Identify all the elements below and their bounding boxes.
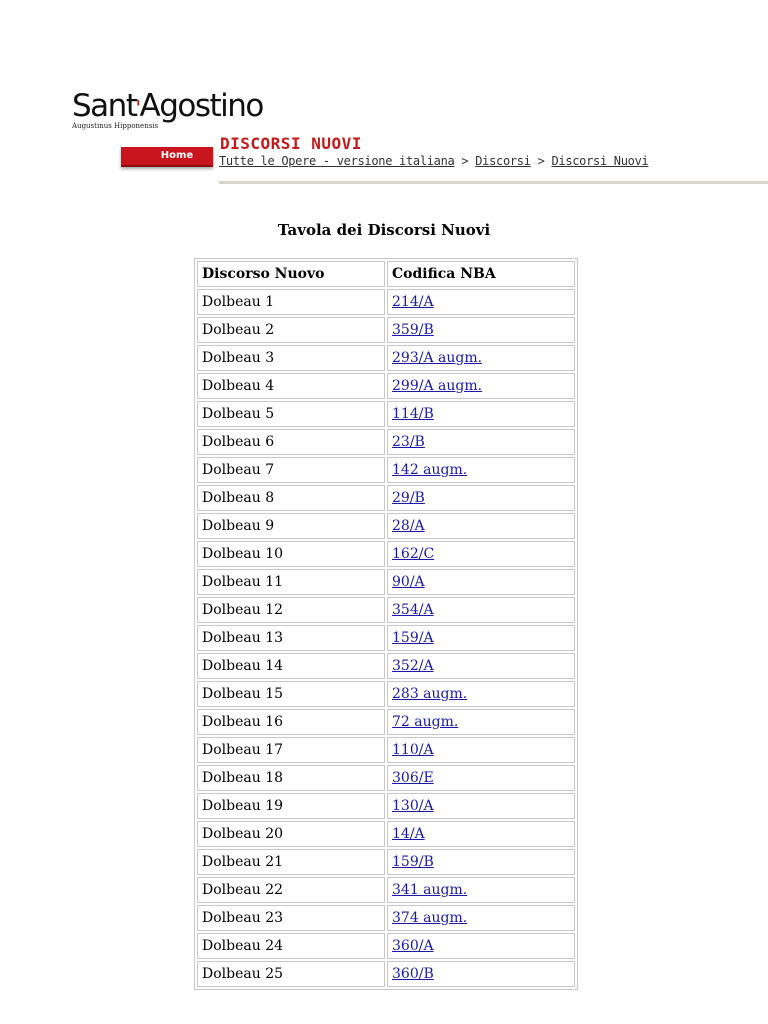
site-logo[interactable]: [72, 88, 263, 130]
codifica-cell: [387, 653, 575, 679]
codifica-cell: [387, 905, 575, 931]
discorso-cell: Dolbeau 12: [197, 597, 385, 623]
codifica-link[interactable]: 283 augm.: [392, 686, 468, 702]
discorso-cell: Dolbeau 1: [197, 289, 385, 315]
discorso-cell: Dolbeau 11: [197, 569, 385, 595]
codifica-link[interactable]: 159/B: [392, 854, 434, 870]
codifica-link[interactable]: 352/A: [392, 658, 434, 674]
table-row: [197, 625, 575, 651]
table-row: [197, 345, 575, 371]
codifica-link[interactable]: 293/A augm.: [392, 350, 483, 366]
codifica-cell: [387, 373, 575, 399]
discorso-cell: Dolbeau 8: [197, 485, 385, 511]
codifica-link[interactable]: 374 augm.: [392, 910, 468, 926]
codifica-cell: [387, 485, 575, 511]
discorso-cell: Dolbeau 14: [197, 653, 385, 679]
table-row: [197, 289, 575, 315]
column-header-codifica: Codifica NBA: [387, 261, 575, 287]
codifica-link[interactable]: 214/A: [392, 294, 434, 310]
codifica-cell: [387, 289, 575, 315]
codifica-cell: [387, 737, 575, 763]
table-row: [197, 681, 575, 707]
codifica-link[interactable]: 162/C: [392, 546, 435, 562]
table-row: [197, 821, 575, 847]
discorso-cell: Dolbeau 2: [197, 317, 385, 343]
sermons-table: [194, 258, 578, 990]
discorso-cell: Dolbeau 6: [197, 429, 385, 455]
codifica-cell: [387, 961, 575, 987]
codifica-cell: [387, 849, 575, 875]
discorso-cell: Dolbeau 15: [197, 681, 385, 707]
discorso-cell: Dolbeau 17: [197, 737, 385, 763]
discorso-cell: Dolbeau 22: [197, 877, 385, 903]
sermons-table-container: [194, 258, 578, 990]
discorso-cell: Dolbeau 18: [197, 765, 385, 791]
codifica-cell: [387, 429, 575, 455]
discorso-cell: Dolbeau 7: [197, 457, 385, 483]
discorso-cell: Dolbeau 9: [197, 513, 385, 539]
table-row: [197, 429, 575, 455]
breadcrumb-separator: >: [537, 154, 545, 168]
discorso-cell: Dolbeau 19: [197, 793, 385, 819]
table-row: [197, 653, 575, 679]
codifica-cell: [387, 625, 575, 651]
breadcrumb: [219, 154, 648, 168]
codifica-link[interactable]: 159/A: [392, 630, 434, 646]
codifica-link[interactable]: 110/A: [392, 742, 434, 758]
home-button[interactable]: [121, 147, 213, 167]
codifica-link[interactable]: 360/B: [392, 966, 434, 982]
codifica-cell: [387, 597, 575, 623]
discorso-cell: Dolbeau 3: [197, 345, 385, 371]
codifica-link[interactable]: 142 augm.: [392, 462, 468, 478]
codifica-cell: [387, 765, 575, 791]
table-row: [197, 961, 575, 987]
table-row: [197, 541, 575, 567]
column-header-discorso: Discorso Nuovo: [197, 261, 385, 287]
discorso-cell: Dolbeau 16: [197, 709, 385, 735]
discorso-cell: Dolbeau 25: [197, 961, 385, 987]
table-row: [197, 373, 575, 399]
table-row: [197, 485, 575, 511]
discorso-cell: Dolbeau 5: [197, 401, 385, 427]
codifica-cell: [387, 877, 575, 903]
discorso-cell: Dolbeau 23: [197, 905, 385, 931]
breadcrumb-separator: >: [461, 154, 469, 168]
codifica-link[interactable]: 341 augm.: [392, 882, 468, 898]
table-row: [197, 793, 575, 819]
codifica-cell: [387, 541, 575, 567]
codifica-link[interactable]: 29/B: [392, 490, 425, 506]
table-row: [197, 905, 575, 931]
table-row: [197, 737, 575, 763]
codifica-link[interactable]: 14/A: [392, 826, 425, 842]
logo-title-suffix: Agostino: [139, 88, 263, 124]
codifica-cell: [387, 457, 575, 483]
codifica-cell: [387, 793, 575, 819]
discorso-cell: Dolbeau 10: [197, 541, 385, 567]
breadcrumb-link-discorsi-nuovi[interactable]: Discorsi Nuovi: [551, 154, 649, 168]
home-button-label: Home: [160, 150, 194, 161]
table-row: [197, 317, 575, 343]
codifica-cell: [387, 681, 575, 707]
table-row: [197, 933, 575, 959]
codifica-link[interactable]: 90/A: [392, 574, 425, 590]
codifica-cell: [387, 345, 575, 371]
codifica-link[interactable]: 23/B: [392, 434, 425, 450]
logo-title-prefix: Sant: [72, 88, 137, 124]
codifica-link[interactable]: 359/B: [392, 322, 434, 338]
table-row: [197, 877, 575, 903]
table-row: [197, 709, 575, 735]
codifica-link[interactable]: 299/A augm.: [392, 378, 483, 394]
codifica-cell: [387, 709, 575, 735]
header-divider: [219, 181, 768, 184]
codifica-cell: [387, 933, 575, 959]
codifica-cell: [387, 401, 575, 427]
table-header-row: [197, 261, 575, 287]
discorso-cell: Dolbeau 21: [197, 849, 385, 875]
codifica-cell: [387, 513, 575, 539]
table-row: [197, 457, 575, 483]
discorso-cell: Dolbeau 13: [197, 625, 385, 651]
table-row: [197, 849, 575, 875]
codifica-link[interactable]: 72 augm.: [392, 714, 459, 730]
codifica-link[interactable]: 360/A: [392, 938, 434, 954]
logo-subtitle: Augustinus Hipponensis: [72, 122, 159, 130]
discorso-cell: Dolbeau 24: [197, 933, 385, 959]
table-title: Tavola dei Discorsi Nuovi: [277, 221, 491, 239]
table-row: [197, 569, 575, 595]
table-row: [197, 513, 575, 539]
codifica-link[interactable]: 114/B: [392, 406, 434, 422]
section-title: DISCORSI NUOVI: [220, 134, 362, 153]
codifica-cell: [387, 569, 575, 595]
codifica-cell: [387, 317, 575, 343]
table-row: [197, 765, 575, 791]
codifica-link[interactable]: 306/E: [392, 770, 434, 786]
logo-title: [72, 88, 263, 124]
codifica-link[interactable]: 130/A: [392, 798, 434, 814]
breadcrumb-link-discorsi[interactable]: Discorsi: [475, 154, 531, 168]
table-row: [197, 401, 575, 427]
discorso-cell: Dolbeau 20: [197, 821, 385, 847]
codifica-link[interactable]: 354/A: [392, 602, 434, 618]
table-row: [197, 597, 575, 623]
breadcrumb-link-tutte-le-opere[interactable]: Tutte le Opere - versione italiana: [219, 154, 455, 168]
table-body: [197, 289, 575, 987]
discorso-cell: Dolbeau 4: [197, 373, 385, 399]
logo-apostrophe-mark: ': [135, 96, 140, 120]
codifica-link[interactable]: 28/A: [392, 518, 425, 534]
codifica-cell: [387, 821, 575, 847]
